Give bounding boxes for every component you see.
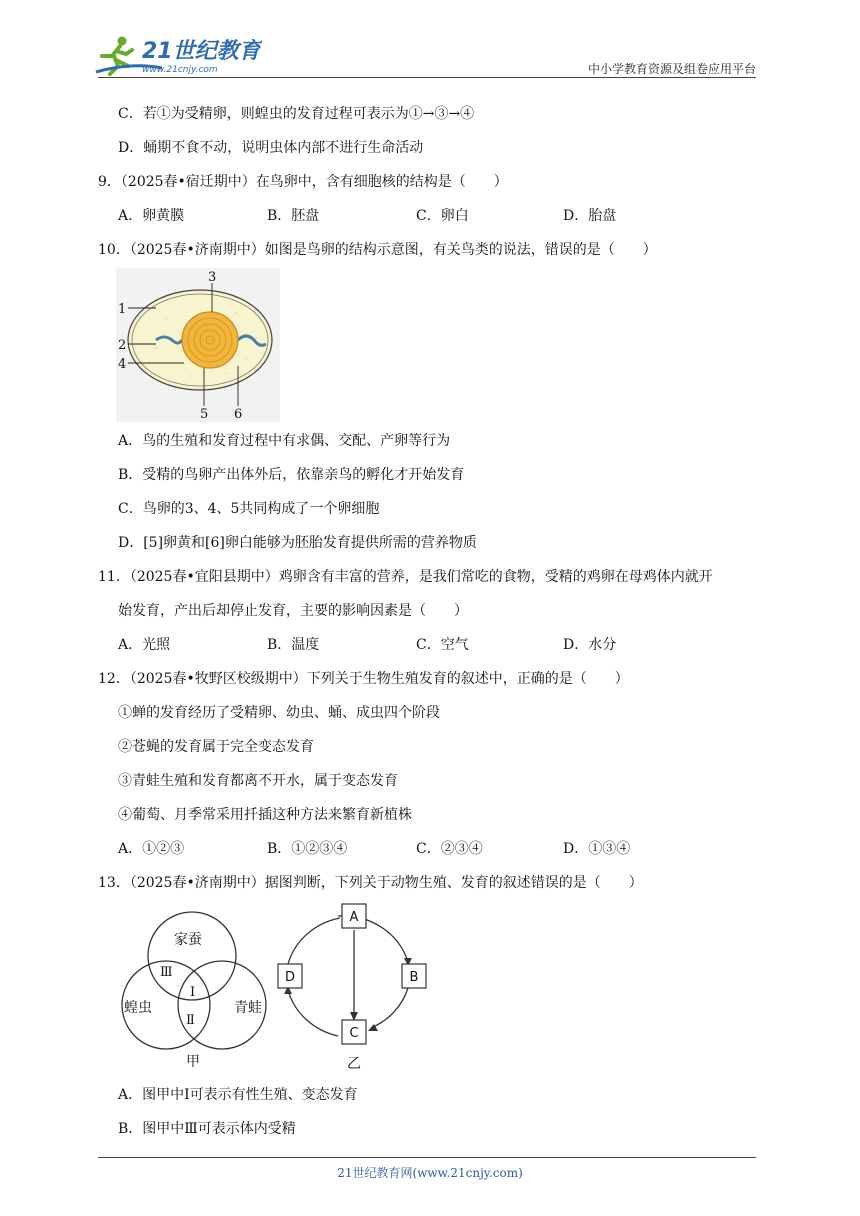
q9-option-b: B．胚盘 [267,208,320,224]
q8-option-d: D．蛹期不食不动，说明虫体内部不进行生命活动 [118,140,424,156]
egg-label-5: 5 [200,407,209,422]
egg-label-3: 3 [208,270,217,285]
q10-option-a: A．鸟的生殖和发育过程中有求偶、交配、产卵等行为 [118,433,451,449]
venn-region-2: Ⅱ [186,1013,195,1028]
q9-option-a: A．卵黄膜 [118,208,185,224]
q12-option-b: B．①②③④ [267,841,348,857]
q11-option-a: A．光照 [118,637,171,653]
q12-statement-1: ①蝉的发育经历了受精卵、幼虫、蛹、成虫四个阶段 [118,705,440,721]
q10-stem: 10．（2025春•济南期中）如图是鸟卵的结构示意图，有关鸟类的说法，错误的是（ ） [98,242,657,258]
header-divider [98,77,756,78]
venn-label-locust: 蝗虫 [124,1000,152,1016]
yolk [182,312,238,368]
egg-label-4: 4 [118,357,127,372]
q11-option-b: B．温度 [267,637,320,653]
q12-option-c: C．②③④ [416,841,483,857]
footer-divider [98,1157,756,1158]
q10-option-d: D．[5]卵黄和[6]卵白能够为胚胎发育提供所需的营养物质 [118,535,477,551]
q13-option-b: B．图甲中Ⅲ可表示体内受精 [118,1121,296,1137]
q11-option-d: D．水分 [563,637,617,653]
q13-option-a: A．图甲中Ⅰ可表示有性生殖、变态发育 [118,1087,358,1103]
cycle-label-c: C [349,1026,359,1041]
venn-label-silkworm: 家蚕 [174,932,202,948]
platform-title: 中小学教育资源及组卷应用平台 [587,62,756,76]
q11-option-c: C．空气 [416,637,469,653]
egg-label-1: 1 [118,302,127,317]
q12-statement-3: ③青蛙生殖和发育都离不开水，属于变态发育 [118,773,398,789]
q10-option-b: B．受精的鸟卵产出体外后，依靠亲鸟的孵化才开始发育 [118,467,465,483]
21cnjy-logo [92,32,262,78]
page-header [0,0,860,80]
q12-statement-2: ②苍蝇的发育属于完全变态发育 [118,739,314,755]
cycle-caption: 乙 [347,1056,361,1072]
q12-option-a: A．①②③ [118,841,185,857]
q12-option-d: D．①③④ [563,841,631,857]
cycle-label-b: B [409,970,419,985]
q8-option-c: C．若①为受精卵，则蝗虫的发育过程可表示为①→③→④ [118,106,475,122]
venn-region-1: Ⅰ [190,985,196,1000]
logo-url: www.21cnjy.com [142,65,218,75]
cycle-diagram [278,904,426,1044]
q9-option-d: D．胎盘 [563,208,617,224]
q12-stem: 12．（2025春•牧野区校级期中）下列关于生物生殖发育的叙述中，正确的是（ ） [98,671,629,687]
footer-text: 21世纪教育网(www.21cnjy.com) [337,1166,523,1180]
venn-and-cycle-diagram [116,900,436,1076]
venn-label-frog: 青蛙 [234,1000,262,1016]
q11-stem-line2: 始发育，产出后却停止发育，主要的影响因素是（ ） [118,603,468,619]
egg-label-2: 2 [118,338,127,353]
q12-statement-4: ④葡萄、月季常采用扦插这种方法来繁育新植株 [118,807,412,823]
q9-option-c: C．卵白 [416,208,469,224]
q13-stem: 13．（2025春•济南期中）据图判断，下列关于动物生殖、发育的叙述错误的是（ ） [98,875,643,891]
egg-label-6: 6 [234,407,243,422]
venn-region-3: Ⅲ [160,965,173,980]
logo-text: 21世纪教育 [142,39,261,64]
venn-caption: 甲 [186,1054,200,1070]
q10-option-c: C．鸟卵的3、4、5共同构成了一个卵细胞 [118,501,380,517]
q11-stem-line1: 11．（2025春•宜阳县期中）鸡卵含有丰富的营养，是我们常吃的食物，受精的鸡卵在母鸡体内就开 [98,569,713,585]
q9-stem: 9．（2025春•宿迁期中）在鸟卵中，含有细胞核的结构是（ ） [98,174,508,190]
bird-egg-diagram [116,268,280,422]
cycle-label-a: A [349,910,359,925]
cycle-label-d: D [284,970,296,985]
